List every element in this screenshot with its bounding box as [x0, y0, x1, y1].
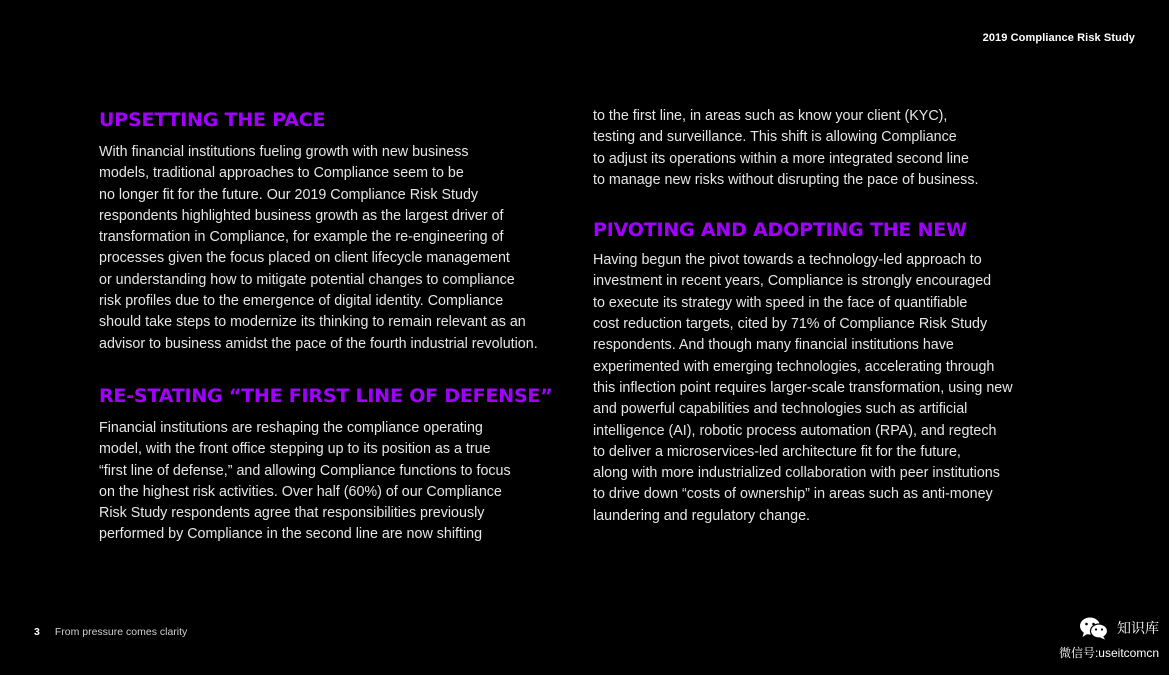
- section-body-restating: [99, 418, 567, 546]
- body-line: or understanding how to mitigate potential changes to compliance: [99, 271, 515, 288]
- left-column: [99, 107, 567, 546]
- body-line: on the highest risk activities. Over half (60%) of our Compliance: [99, 483, 502, 500]
- body-line: “first line of defense,” and allowing Compliance functions to focus: [99, 462, 511, 479]
- footer-tagline: From pressure comes clarity: [54, 626, 188, 638]
- watermark-label: 知识库: [1117, 620, 1159, 636]
- body-line: should take steps to modernize its thinking to remain relevant as an: [99, 314, 526, 331]
- body-line: respondents. And though many financial institutions have: [593, 337, 954, 354]
- page-number: 3: [34, 626, 40, 638]
- body-line: model, with the front office stepping up to its position as a true: [99, 441, 491, 458]
- section-heading-restating: RE-STATING “THE FIRST LINE OF DEFENSE”: [99, 384, 553, 407]
- body-line: risk profiles due to the emergence of digital identity. Compliance: [99, 293, 504, 310]
- body-line: no longer fit for the future. Our 2019 Compliance Risk Study: [99, 186, 479, 203]
- body-line: advisor to business amidst the pace of the fourth industrial revolution.: [99, 335, 538, 352]
- body-line: With financial institutions fueling growth with new business: [99, 144, 469, 160]
- body-line: to deliver a microservices-led architecture fit for the future,: [593, 443, 961, 460]
- section-heading-upsetting: UPSETTING THE PACE: [99, 109, 326, 131]
- section-body-pivoting: [593, 250, 1063, 527]
- body-line: Financial institutions are reshaping the compliance operating: [99, 419, 483, 436]
- body-line: to execute its strategy with speed in the face of quantifiable: [593, 294, 968, 311]
- body-line: along with more industrialized collaboration with peer institutions: [593, 465, 1000, 482]
- body-line: experimented with emerging technologies, accelerating through: [593, 358, 995, 375]
- body-line: investment in recent years, Compliance is strongly encouraged: [593, 273, 992, 290]
- body-line: cost reduction targets, cited by 71% of Compliance Risk Study: [593, 316, 988, 333]
- body-line: Risk Study respondents agree that responsibilities previously: [99, 505, 485, 522]
- body-line: to manage new risks without disrupting the pace of business.: [593, 171, 979, 188]
- body-line: to the first line, in areas such as know your client (KYC),: [593, 108, 948, 124]
- section-body-restating-continued: [593, 106, 1063, 191]
- right-column: [593, 106, 1063, 527]
- wechat-icon: [1079, 616, 1109, 640]
- page-footer: [34, 626, 187, 638]
- body-line: and powerful capabilities and technologies such as artificial: [593, 401, 968, 418]
- body-line: to adjust its operations within a more integrated second line: [593, 150, 969, 167]
- watermark-account: 微信号:useitcomcn: [1058, 646, 1159, 660]
- body-line: testing and surveillance. This shift is allowing Compliance: [593, 129, 957, 146]
- report-title: 2019 Compliance Risk Study: [982, 32, 1135, 44]
- watermark: [1039, 616, 1159, 661]
- body-line: performed by Compliance in the second line are now shifting: [99, 526, 483, 543]
- section-heading-pivoting: PIVOTING AND ADOPTING THE NEW: [593, 219, 967, 242]
- body-line: Having begun the pivot towards a technology-led approach to: [593, 252, 982, 269]
- section-body-upsetting: [99, 142, 567, 355]
- body-line: this inflection point requires larger-scale transformation, using new: [593, 379, 1013, 396]
- body-line: laundering and regulatory change.: [593, 507, 810, 524]
- body-line: models, traditional approaches to Compliance seem to be: [99, 165, 464, 182]
- body-line: transformation in Compliance, for example the re-engineering of: [99, 229, 504, 246]
- body-line: processes given the focus placed on client lifecycle management: [99, 250, 510, 267]
- body-line: respondents highlighted business growth as the largest driver of: [99, 207, 504, 224]
- body-line: to drive down “costs of ownership” in areas such as anti-money: [593, 486, 993, 503]
- body-line: intelligence (AI), robotic process automation (RPA), and regtech: [593, 422, 997, 439]
